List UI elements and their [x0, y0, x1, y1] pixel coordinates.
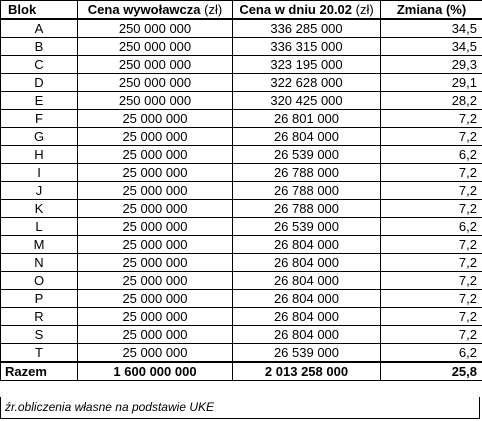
cell-change-percent: 7,2 — [381, 182, 482, 200]
cell-change-percent: 7,2 — [381, 236, 482, 254]
table-row — [1, 218, 482, 236]
cell-blok: E — [1, 92, 78, 110]
cell-change-percent: 7,2 — [381, 164, 482, 182]
cell-price-on-date: 323 195 000 — [233, 56, 381, 74]
cell-price-on-date: 26 804 000 — [233, 128, 381, 146]
total-label: Razem — [1, 362, 78, 381]
cell-price-on-date: 26 804 000 — [233, 236, 381, 254]
cell-price-on-date: 26 804 000 — [233, 254, 381, 272]
cell-starting-price: 25 000 000 — [78, 254, 233, 272]
cell-blok: J — [1, 182, 78, 200]
cell-blok: I — [1, 164, 78, 182]
table-row — [1, 272, 482, 290]
cell-price-on-date: 26 804 000 — [233, 308, 381, 326]
cell-price-on-date: 322 628 000 — [233, 74, 381, 92]
cell-blok: G — [1, 128, 78, 146]
cell-price-on-date: 26 539 000 — [233, 218, 381, 236]
cell-change-percent: 7,2 — [381, 308, 482, 326]
cell-price-on-date: 26 788 000 — [233, 200, 381, 218]
table-row — [1, 290, 482, 308]
cell-starting-price: 250 000 000 — [78, 74, 233, 92]
cell-change-percent: 7,2 — [381, 326, 482, 344]
cell-blok: T — [1, 344, 78, 363]
cell-blok: P — [1, 290, 78, 308]
header-starting-price: Cena wywoławcza (zł) — [78, 1, 233, 20]
table-row — [1, 254, 482, 272]
cell-price-on-date: 26 804 000 — [233, 326, 381, 344]
cell-blok: C — [1, 56, 78, 74]
header-change-percent: Zmiana (%) — [381, 1, 482, 20]
table-row — [1, 326, 482, 344]
cell-starting-price: 25 000 000 — [78, 290, 233, 308]
table-header-row — [1, 1, 482, 20]
cell-price-on-date: 336 285 000 — [233, 19, 381, 38]
cell-change-percent: 29,1 — [381, 74, 482, 92]
header-blok: Blok — [1, 1, 78, 20]
table-row — [1, 200, 482, 218]
cell-starting-price: 25 000 000 — [78, 236, 233, 254]
cell-blok: F — [1, 110, 78, 128]
table-row — [1, 182, 482, 200]
cell-starting-price: 25 000 000 — [78, 308, 233, 326]
cell-change-percent: 7,2 — [381, 128, 482, 146]
table-row — [1, 74, 482, 92]
table-row — [1, 110, 482, 128]
cell-blok: H — [1, 146, 78, 164]
cell-price-on-date: 26 801 000 — [233, 110, 381, 128]
header-price-on-date: Cena w dniu 20.02 (zł) — [233, 1, 381, 20]
cell-blok: N — [1, 254, 78, 272]
table-row — [1, 38, 482, 56]
total-starting-price: 1 600 000 000 — [78, 362, 233, 381]
cell-change-percent: 7,2 — [381, 272, 482, 290]
table-row — [1, 19, 482, 38]
cell-change-percent: 6,2 — [381, 146, 482, 164]
cell-price-on-date: 26 539 000 — [233, 344, 381, 363]
total-price-on-date: 2 013 258 000 — [233, 362, 381, 381]
cell-change-percent: 29,3 — [381, 56, 482, 74]
cell-change-percent: 34,5 — [381, 38, 482, 56]
table-row — [1, 308, 482, 326]
table-row — [1, 344, 482, 363]
cell-price-on-date: 336 315 000 — [233, 38, 381, 56]
cell-blok: B — [1, 38, 78, 56]
cell-starting-price: 25 000 000 — [78, 344, 233, 363]
cell-blok: R — [1, 308, 78, 326]
cell-starting-price: 25 000 000 — [78, 164, 233, 182]
cell-starting-price: 250 000 000 — [78, 38, 233, 56]
cell-starting-price: 250 000 000 — [78, 92, 233, 110]
cell-starting-price: 25 000 000 — [78, 272, 233, 290]
cell-starting-price: 25 000 000 — [78, 146, 233, 164]
cell-starting-price: 25 000 000 — [78, 326, 233, 344]
table-row — [1, 146, 482, 164]
total-row — [1, 362, 482, 381]
cell-blok: D — [1, 74, 78, 92]
cell-starting-price: 25 000 000 — [78, 182, 233, 200]
cell-change-percent: 7,2 — [381, 200, 482, 218]
cell-price-on-date: 26 804 000 — [233, 272, 381, 290]
table-row — [1, 236, 482, 254]
cell-starting-price: 25 000 000 — [78, 128, 233, 146]
table-row — [1, 128, 482, 146]
cell-blok: S — [1, 326, 78, 344]
cell-change-percent: 28,2 — [381, 92, 482, 110]
source-note: źr.obliczenia własne na podstawie UKE — [0, 397, 480, 419]
cell-blok: M — [1, 236, 78, 254]
table-row — [1, 56, 482, 74]
cell-change-percent: 7,2 — [381, 254, 482, 272]
cell-change-percent: 6,2 — [381, 344, 482, 363]
cell-price-on-date: 320 425 000 — [233, 92, 381, 110]
cell-starting-price: 25 000 000 — [78, 200, 233, 218]
cell-starting-price: 250 000 000 — [78, 19, 233, 38]
cell-change-percent: 7,2 — [381, 290, 482, 308]
cell-price-on-date: 26 788 000 — [233, 182, 381, 200]
cell-price-on-date: 26 804 000 — [233, 290, 381, 308]
cell-blok: K — [1, 200, 78, 218]
cell-change-percent: 6,2 — [381, 218, 482, 236]
total-change-percent: 25,8 — [381, 362, 482, 381]
cell-starting-price: 250 000 000 — [78, 56, 233, 74]
cell-price-on-date: 26 788 000 — [233, 164, 381, 182]
cell-starting-price: 25 000 000 — [78, 218, 233, 236]
cell-blok: L — [1, 218, 78, 236]
cell-price-on-date: 26 539 000 — [233, 146, 381, 164]
table-row — [1, 164, 482, 182]
cell-blok: O — [1, 272, 78, 290]
cell-blok: A — [1, 19, 78, 38]
table-row — [1, 92, 482, 110]
cell-change-percent: 34,5 — [381, 19, 482, 38]
cell-starting-price: 25 000 000 — [78, 110, 233, 128]
cell-change-percent: 7,2 — [381, 110, 482, 128]
